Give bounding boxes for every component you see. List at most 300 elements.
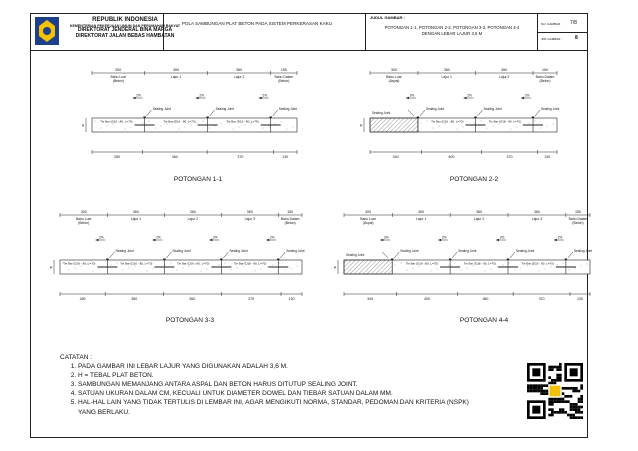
qr-module (575, 406, 578, 409)
qr-module (556, 376, 559, 379)
qr-module (570, 414, 573, 417)
concrete-aggregate-dot (541, 128, 542, 129)
qr-module (580, 395, 583, 398)
concrete-aggregate-dot (547, 126, 548, 127)
bottom-dimension-value: 360 (131, 297, 138, 301)
sheet-count-label: JML GAMBAR : (541, 37, 563, 41)
slope-value: 2% (441, 235, 447, 240)
drawing-title-line-1: POTONGAN 1-1, POTONGAN 2-2, POTONGAN 3-3, POTONGAN 4-4 (384, 25, 520, 30)
concrete-aggregate-dot (285, 270, 286, 271)
qr-module (540, 387, 543, 390)
concrete-aggregate-dot (297, 266, 298, 267)
top-dimension-value: 150 (280, 68, 287, 72)
qr-module (540, 392, 543, 395)
concrete-aggregate-dot (129, 268, 130, 269)
lane-label: Bahu Luar (360, 217, 376, 221)
qr-module (564, 400, 567, 403)
qr-module (559, 398, 562, 401)
qr-module (575, 403, 578, 406)
qr-module (535, 390, 538, 393)
concrete-aggregate-dot (215, 126, 216, 127)
note-item: 2. H = TEBAL PLAT BETON. (78, 371, 469, 380)
note-item: 5. HAL-HAL LAIN YANG TIDAK TERTULIS DI LEMBAR INI, AGAR MENGIKUTI NORMA, STANDAR, PEDOMAN DAN KRITERIA (NSPK) (78, 398, 469, 407)
qr-module (548, 414, 551, 417)
sealing-joint-mark (565, 259, 567, 261)
qr-module (559, 368, 562, 371)
concrete-aggregate-dot (535, 121, 536, 122)
concrete-aggregate-dot (503, 265, 504, 266)
concrete-aggregate-dot (81, 266, 82, 267)
section-title: POTONGAN 1-1 (173, 176, 223, 183)
qr-module (575, 408, 578, 411)
sealing-joint-label: Sealing Joint (458, 249, 477, 253)
concrete-aggregate-dot (551, 267, 552, 268)
concrete-aggregate-dot (117, 263, 118, 264)
concrete-aggregate-dot (189, 266, 190, 267)
concrete-aggregate-dot (279, 263, 280, 264)
qr-module (556, 368, 559, 371)
concrete-aggregate-dot (437, 269, 438, 270)
concrete-aggregate-dot (581, 266, 582, 267)
slope-value: 3% (383, 235, 389, 240)
thickness-label: H (81, 123, 85, 128)
lane-label: Lajur 2 (187, 217, 199, 221)
qr-module (532, 390, 535, 393)
qr-module (548, 376, 551, 379)
sealing-joint-leader (510, 252, 515, 258)
thickness-label: H (359, 123, 363, 128)
tie-bar-label: Tie Bar (D16 - 80, L=70) (521, 261, 554, 266)
slope-arrow-head (380, 239, 383, 241)
qr-module (530, 390, 533, 393)
tie-bar-label: Tie Bar (D16 - 80, L=70) (405, 261, 439, 266)
tie-bar-label: Tie Bar (D16 - 80, L=70) (488, 119, 522, 124)
lane-label: Bahu Dalam (280, 217, 300, 221)
concrete-aggregate-dot (511, 129, 512, 130)
sealing-joint-label: Sealing Joint (115, 249, 134, 253)
qr-module (551, 382, 554, 385)
top-dimension-value: 150 (574, 210, 581, 214)
bottom-dimension-value: 360 (171, 155, 178, 159)
qr-module (578, 411, 581, 414)
concrete-aggregate-dot (107, 126, 108, 127)
qr-module (575, 411, 578, 414)
slope-arrow-head (406, 97, 409, 99)
qr-module (580, 411, 583, 414)
sealing-joint-label: Sealing Joint (400, 249, 419, 253)
qr-module (578, 406, 581, 409)
slope-value: 2% (99, 235, 104, 240)
bottom-dimension-value: 360 (189, 297, 196, 301)
note-item: 3. SAMBUNGAN MEMANJANG ANTARA ASPAL DAN BETON HARUS DITUTUP SEALING JOINT. (78, 380, 469, 389)
qr-module (548, 403, 551, 406)
slope-value: 2% (213, 235, 218, 240)
drawing-title-label: JUDUL GAMBAR : (370, 15, 405, 20)
qr-module (580, 406, 583, 409)
sealing-joint-leader (382, 252, 388, 258)
concrete-aggregate-dot (167, 124, 168, 125)
sheet-no-value: 7/8 (570, 20, 577, 26)
bottom-dimension-value: 280 (79, 297, 86, 301)
qr-code-icon (527, 363, 583, 419)
slope-value: 3% (409, 93, 415, 98)
qr-module (559, 379, 562, 382)
sealing-joint-mark (277, 259, 279, 261)
qr-module (540, 384, 543, 387)
qr-module (554, 400, 557, 403)
concrete-aggregate-dot (461, 270, 462, 271)
concrete-aggregate-dot (509, 263, 510, 264)
concrete-aggregate-dot (221, 124, 222, 125)
concrete-aggregate-dot (407, 270, 408, 271)
qr-module (567, 387, 570, 390)
top-dimension-value: 360 (173, 68, 180, 72)
concrete-aggregate-dot (529, 123, 530, 124)
concrete-aggregate-dot (183, 268, 184, 269)
sealing-joint-leader (420, 110, 425, 116)
tie-bar-label: Tie Bar (D16 - 80, L=70) (177, 261, 210, 266)
concrete-aggregate-dot (263, 128, 264, 129)
tie-bar-label: Tie Bar (D16 - 80, L=70) (226, 119, 259, 124)
qr-module (556, 411, 559, 414)
sealing-joint-mark (106, 259, 108, 261)
lane-label: Bahu Luar (386, 75, 402, 79)
concrete-aggregate-dot (201, 271, 202, 272)
sealing-joint-label: Sealing Joint (215, 107, 234, 111)
lane-label: Lajur 1 (441, 75, 452, 79)
concrete-aggregate-dot (261, 269, 262, 270)
qr-module (580, 398, 583, 401)
lane-label-material: (Aspal) (362, 221, 374, 225)
concrete-aggregate-dot (131, 127, 132, 128)
qr-module (554, 411, 557, 414)
qr-module (556, 398, 559, 401)
concrete-aggregate-dot (481, 121, 482, 122)
qr-module (551, 408, 554, 411)
qr-module (572, 416, 575, 419)
qr-module (530, 384, 533, 387)
sealing-joint-label: Sealing Joint (278, 107, 297, 111)
top-dimension-value: 360 (476, 210, 483, 214)
slope-arrow-head (95, 239, 98, 241)
notes-list (60, 362, 469, 407)
qr-module (580, 384, 583, 387)
tie-bar-label: Tie Bar (D16 - 80, L=70) (463, 261, 496, 266)
qr-module (554, 398, 557, 401)
qr-module (527, 384, 530, 387)
top-dimension-value: 360 (533, 210, 540, 214)
concrete-aggregate-dot (143, 123, 144, 124)
bottom-dimension-value: 340 (367, 297, 374, 301)
bottom-dimension-value: 370 (538, 297, 545, 301)
qr-module (548, 382, 551, 385)
lane-label-material: (Beton) (78, 221, 90, 225)
qr-module (527, 390, 530, 393)
bottom-dimension-value: 370 (248, 297, 255, 301)
concrete-aggregate-dot (155, 128, 156, 129)
sealing-joint-mark (163, 259, 165, 261)
note-item: 1. PADA GAMBAR INI LEBAR LAJUR YANG DIGUNAKAN ADALAH 3,6 M. (78, 362, 469, 371)
concrete-aggregate-dot (401, 263, 402, 264)
sealing-joint-leader (452, 252, 457, 258)
concrete-aggregate-dot (539, 271, 540, 272)
qr-module (564, 387, 567, 390)
qr-module (559, 366, 562, 369)
qr-module (567, 395, 570, 398)
sealing-joint-label: Sealing Joint (152, 107, 171, 111)
slope-value: 2% (156, 235, 161, 240)
concrete-aggregate-dot (273, 265, 274, 266)
concrete-aggregate-dot (125, 129, 126, 130)
sealing-joint-leader (477, 110, 482, 116)
qr-module (562, 408, 565, 411)
sealing-joint-mark (206, 117, 208, 119)
concrete-aggregate-dot (225, 263, 226, 264)
lane-label: Lajur 1 (415, 217, 427, 221)
concrete-aggregate-dot (113, 124, 114, 125)
qr-module (543, 384, 546, 387)
sealing-joint-label: Sealing Joint (425, 107, 445, 111)
qr-module (546, 384, 549, 387)
qr-module (532, 384, 535, 387)
asphalt-shoulder (344, 260, 392, 274)
concrete-aggregate-dot (191, 125, 192, 126)
concrete-aggregate-dot (413, 268, 414, 269)
lane-label-material: (Aspal) (388, 79, 400, 83)
qr-logo (550, 386, 561, 397)
lane-label-material: (Beton) (539, 79, 551, 83)
concrete-aggregate-dot (101, 128, 102, 129)
slope-arrow-head (496, 239, 499, 241)
sheet-count-value: 8 (575, 35, 578, 41)
concrete-aggregate-dot (497, 267, 498, 268)
asphalt-shoulder (370, 118, 418, 132)
qr-module (572, 408, 575, 411)
qr-module (538, 384, 541, 387)
qr-module (551, 400, 554, 403)
lane-label: Bahu Dalam (535, 75, 555, 79)
qr-module (540, 390, 543, 393)
top-dimension-value: 360 (443, 68, 450, 72)
sealing-joint-leader (408, 110, 414, 116)
qr-module (572, 403, 575, 406)
concrete-aggregate-dot (287, 129, 288, 130)
concrete-aggregate-dot (69, 270, 70, 271)
qr-module (575, 416, 578, 419)
lane-label: Lajur 2 (499, 75, 510, 79)
sealing-joint-mark (417, 117, 419, 119)
qr-module (548, 400, 551, 403)
qr-module (535, 387, 538, 390)
concrete-aggregate-dot (149, 121, 150, 122)
qr-module (551, 368, 554, 371)
concrete-aggregate-dot (275, 124, 276, 125)
concrete-aggregate-dot (99, 269, 100, 270)
lane-label-material: (Beton) (112, 79, 124, 83)
tie-bar-label: Tie Bar (D16 - 80, L=70) (100, 119, 133, 124)
sealing-joint-label: Sealing Joint (286, 249, 305, 253)
qr-module (562, 411, 565, 414)
concrete-aggregate-dot (493, 126, 494, 127)
slope-value: 2% (557, 235, 563, 240)
qr-module (570, 387, 573, 390)
agency-line-2: KEMENTERIAN PEKERJAAN UMUM DAN PERUMAHAN RAKYAT (69, 23, 181, 28)
qr-module (562, 392, 565, 395)
lane-label: Bahu Luar (75, 217, 92, 221)
lane-label: Lajur 3 (531, 217, 543, 221)
project-title: POLA SAMBUNGAN PLAT BETON PADA SISTEM PERKERASAN KAKU (181, 21, 333, 26)
qr-module (548, 398, 551, 401)
lane-label: Lajur 1 (130, 217, 142, 221)
slope-value: 2% (136, 93, 141, 98)
concrete-aggregate-dot (467, 268, 468, 269)
top-dimension-value: 300 (390, 68, 397, 72)
agency-line-1: REPUBLIK INDONESIA (92, 17, 158, 23)
slope-arrow-head (266, 239, 269, 241)
concrete-aggregate-dot (75, 268, 76, 269)
bottom-dimension-value: 370 (237, 155, 244, 159)
section-title: POTONGAN 2-2 (449, 176, 499, 183)
sealing-joint-label: Sealing Joint (229, 249, 248, 253)
concrete-aggregate-dot (203, 121, 204, 122)
concrete-aggregate-dot (177, 270, 178, 271)
qr-module (570, 408, 573, 411)
sealing-joint-mark (391, 259, 393, 261)
concrete-aggregate-dot (421, 123, 422, 124)
qr-module (578, 408, 581, 411)
qr-module (538, 387, 541, 390)
note-item: 4. SATUAN UKURAN DALAM CM, KECUALI UNTUK DIAMETER DOWEL DAN TIEBAR SATUAN DALAM MM. (78, 389, 469, 398)
concrete-aggregate-dot (239, 127, 240, 128)
qr-module (578, 400, 581, 403)
bottom-dimension-value: 400 (448, 155, 455, 159)
qr-module (578, 416, 581, 419)
qr-module (580, 387, 583, 390)
concrete-aggregate-dot (233, 129, 234, 130)
slope-arrow-head (521, 97, 524, 99)
qr-module (556, 400, 559, 403)
bottom-dimension-value: 340 (392, 155, 399, 159)
concrete-aggregate-dot (449, 265, 450, 266)
slope-value: 2% (467, 93, 472, 98)
notes-block (60, 353, 469, 417)
concrete-aggregate-dot (185, 127, 186, 128)
concrete-aggregate-dot (487, 128, 488, 129)
tie-bar-label: Tie Bar (D16 - 80, L=70) (120, 261, 153, 266)
top-dimension-value: 360 (418, 210, 425, 214)
sheet-no-label: NO. GAMBAR : (541, 22, 562, 26)
concrete-aggregate-dot (255, 271, 256, 272)
sealing-joint-mark (220, 259, 222, 261)
qr-module (554, 379, 557, 382)
concrete-aggregate-dot (95, 121, 96, 122)
thickness-label: H (49, 265, 53, 270)
bottom-dimension-value: 130 (577, 297, 584, 301)
qr-module (570, 406, 573, 409)
qr-module (559, 408, 562, 411)
concrete-aggregate-dot (587, 264, 588, 265)
top-dimension-value: 150 (542, 68, 549, 72)
concrete-aggregate-dot (165, 265, 166, 266)
qr-module (554, 366, 557, 369)
slope-arrow-head (133, 97, 136, 99)
sealing-joint-leader (166, 252, 171, 258)
qr-module (551, 366, 554, 369)
thickness-label: H (333, 265, 337, 270)
lane-label-material: (Beton) (284, 221, 296, 225)
qr-module (575, 390, 578, 393)
agency-line-4: DIREKTORAT JALAN BEBAS HAMBATAN (75, 32, 175, 39)
qr-module (530, 387, 533, 390)
concrete-aggregate-dot (433, 128, 434, 129)
tie-bar-label: Tie Bar (D16 - 80, L=70) (431, 119, 464, 124)
concrete-aggregate-dot (291, 268, 292, 269)
qr-module (578, 390, 581, 393)
qr-module (551, 403, 554, 406)
bottom-dimension-value: 130 (544, 155, 551, 159)
sealing-joint-mark (143, 117, 145, 119)
qr-module (570, 416, 573, 419)
slope-arrow-head (554, 239, 557, 241)
qr-module (546, 392, 549, 395)
concrete-aggregate-dot (463, 127, 464, 128)
sealing-joint-leader (109, 252, 114, 258)
concrete-aggregate-dot (219, 265, 220, 266)
qr-module (551, 414, 554, 417)
qr-module (580, 416, 583, 419)
concrete-aggregate-dot (485, 271, 486, 272)
slope-arrow-head (463, 97, 466, 99)
qr-module (559, 411, 562, 414)
qr-module (567, 414, 570, 417)
qr-module (543, 392, 546, 395)
drawing-title-line-2: DENGAN LEBAR LAJUR 3,6 M (421, 30, 483, 36)
qr-module (572, 387, 575, 390)
qr-module (572, 406, 575, 409)
qr-module (572, 390, 575, 393)
concrete-aggregate-dot (455, 263, 456, 264)
concrete-aggregate-dot (135, 266, 136, 267)
qr-module (548, 408, 551, 411)
qr-module (559, 376, 562, 379)
concrete-aggregate-dot (569, 270, 570, 271)
section-title: POTONGAN 4-4 (459, 317, 509, 324)
top-dimension-value: 360 (132, 210, 139, 214)
lane-label-material: (Beton) (278, 79, 290, 83)
sealing-joint-label: Sealing Joint (516, 249, 535, 253)
lane-label: Lajur 2 (473, 217, 485, 221)
concrete-aggregate-dot (171, 263, 172, 264)
qr-module (578, 398, 581, 401)
qr-finder-core (532, 368, 540, 376)
slope-arrow-head (209, 239, 212, 241)
concrete-aggregate-dot (153, 269, 154, 270)
lane-label: Lajur 2 (233, 75, 245, 79)
concrete-aggregate-dot (515, 270, 516, 271)
concrete-aggregate-dot (179, 129, 180, 130)
concrete-aggregate-dot (237, 268, 238, 269)
sealing-joint-label: Sealing Joint (172, 249, 191, 253)
qr-finder-core (570, 368, 578, 376)
qr-module (538, 390, 541, 393)
sealing-joint-mark (449, 259, 451, 261)
qr-module (548, 368, 551, 371)
concrete-aggregate-dot (395, 265, 396, 266)
qr-module (570, 403, 573, 406)
qr-module (527, 387, 530, 390)
concrete-aggregate-dot (521, 268, 522, 269)
sealing-joint-mark (507, 259, 509, 261)
